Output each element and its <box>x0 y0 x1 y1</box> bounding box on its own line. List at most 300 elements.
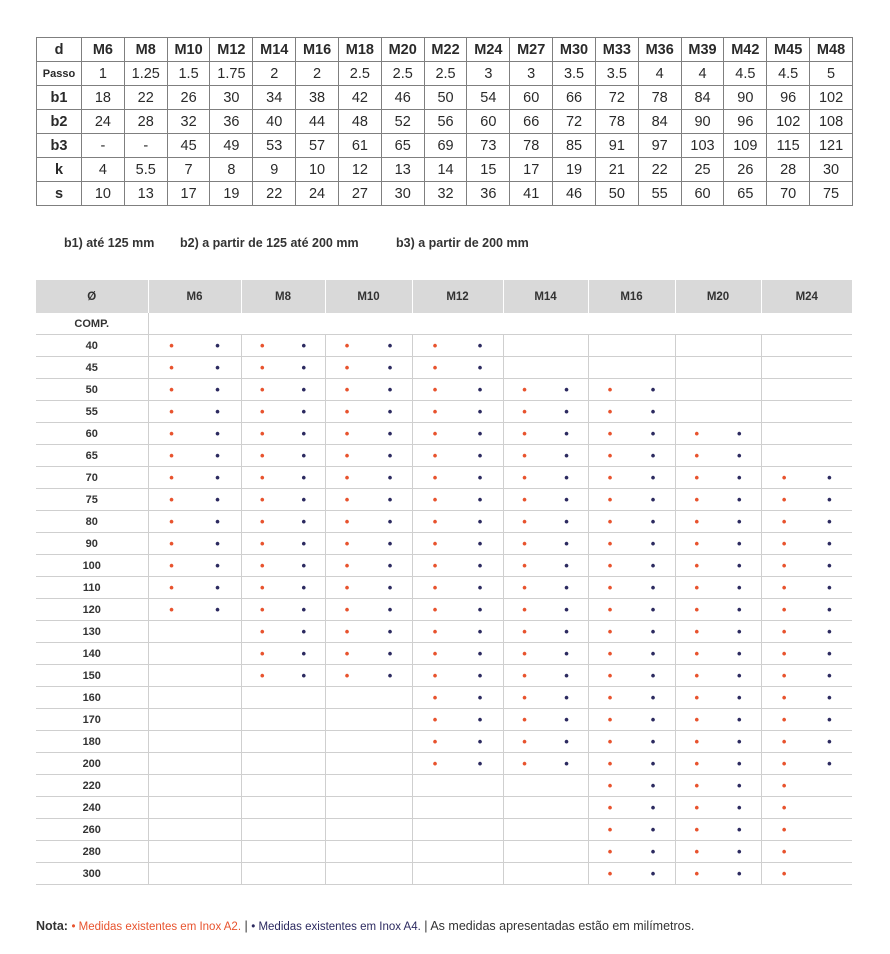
dimensions-cell: 19 <box>553 158 596 182</box>
inox-a2-dot: • <box>694 426 700 441</box>
inox-a4-dot: • <box>650 800 656 815</box>
availability-cell <box>588 379 675 401</box>
length-label: 160 <box>36 687 148 709</box>
availability-cell <box>503 665 588 687</box>
dimensions-row-label: Passo <box>37 62 82 86</box>
inox-a4-dot: • <box>736 844 742 859</box>
inox-a2-dot: • <box>259 624 265 639</box>
availability-cell <box>761 423 852 445</box>
inox-a4-dot: • <box>827 558 832 573</box>
inox-a2-dot: • <box>259 558 265 573</box>
dimensions-cell: 13 <box>381 158 424 182</box>
availability-cell <box>412 687 503 709</box>
dimensions-cell: 50 <box>424 86 467 110</box>
inox-a2-dot: • <box>694 690 700 705</box>
inox-a2-dot: • <box>694 558 700 573</box>
inox-a4-dot: • <box>650 536 656 551</box>
availability-cell <box>761 445 852 467</box>
inox-a4-dot: • <box>477 404 483 419</box>
inox-a4-dot: • <box>387 448 393 463</box>
inox-a2-dot: • <box>259 338 265 353</box>
inox-a2-dot: • <box>694 470 700 485</box>
inox-a4-dot: • <box>564 448 569 463</box>
dimensions-row <box>37 134 853 158</box>
length-label: 50 <box>36 379 148 401</box>
availability-cell <box>675 555 761 577</box>
length-label: 40 <box>36 335 148 357</box>
length-label: 60 <box>36 423 148 445</box>
availability-cell <box>675 621 761 643</box>
inox-a4-dot: • <box>650 866 656 881</box>
availability-cell <box>675 357 761 379</box>
inox-a2-dot: • <box>432 712 438 727</box>
length-label: 90 <box>36 533 148 555</box>
dimensions-column-header: M14 <box>253 38 296 62</box>
length-label: 120 <box>36 599 148 621</box>
dimensions-cell: 22 <box>638 158 681 182</box>
inox-a2-dot: • <box>781 756 787 771</box>
inox-a4-dot: • <box>736 514 742 529</box>
availability-cell <box>325 489 412 511</box>
note-b3: b3) a partir de 200 mm <box>396 236 529 250</box>
inox-a2-dot: • <box>522 448 527 463</box>
dimensions-cell: 10 <box>296 158 339 182</box>
inox-a2-dot: • <box>694 778 700 793</box>
inox-a2-dot: • <box>781 844 787 859</box>
availability-cell <box>675 467 761 489</box>
footer-units-note: As medidas apresentadas estão em milímetros. <box>430 919 695 933</box>
availability-cell <box>148 863 241 885</box>
dimensions-column-header: M42 <box>724 38 767 62</box>
inox-a4-dot: • <box>387 426 393 441</box>
inox-a2-dot: • <box>607 866 613 881</box>
inox-a4-dot: • <box>301 668 307 683</box>
inox-a2-dot: • <box>259 514 265 529</box>
inox-a4-dot: • <box>564 624 569 639</box>
dimensions-row <box>37 62 853 86</box>
availability-cell <box>412 379 503 401</box>
inox-a4-dot: • <box>215 492 220 507</box>
availability-cell <box>241 797 325 819</box>
length-row <box>36 511 852 533</box>
inox-a4-dot: • <box>736 822 742 837</box>
availability-cell <box>761 357 852 379</box>
dimensions-cell: 96 <box>724 110 767 134</box>
dimensions-cell: 78 <box>638 86 681 110</box>
availability-cell <box>503 445 588 467</box>
inox-a4-dot: • <box>564 404 569 419</box>
inox-a4-dot: • <box>301 470 307 485</box>
availability-table-body <box>36 313 852 885</box>
availability-cell <box>503 379 588 401</box>
dimensions-column-header: M6 <box>82 38 125 62</box>
dimensions-cell: 96 <box>767 86 810 110</box>
inox-a2-dot: • <box>344 470 350 485</box>
availability-cell <box>503 533 588 555</box>
dimensions-cell: 60 <box>510 86 553 110</box>
availability-cell <box>241 489 325 511</box>
inox-a4-dot: • <box>827 492 832 507</box>
length-row <box>36 401 852 423</box>
note-b1: b1) até 125 mm <box>64 236 155 250</box>
length-row <box>36 467 852 489</box>
inox-a4-dot: • <box>650 558 656 573</box>
length-label: 55 <box>36 401 148 423</box>
dimensions-cell: 4 <box>638 62 681 86</box>
availability-cell <box>761 533 852 555</box>
inox-a2-dot: • <box>694 822 700 837</box>
availability-cell <box>588 863 675 885</box>
dimensions-cell: 42 <box>338 86 381 110</box>
availability-cell <box>325 621 412 643</box>
availability-cell <box>325 797 412 819</box>
availability-cell <box>412 819 503 841</box>
dimensions-cell: 21 <box>595 158 638 182</box>
availability-cell <box>412 863 503 885</box>
inox-a4-dot: • <box>827 624 832 639</box>
inox-a4-dot: • <box>301 580 307 595</box>
inox-a2-dot: • <box>781 646 787 661</box>
availability-cell <box>241 709 325 731</box>
availability-cell <box>325 731 412 753</box>
inox-a4-dot: • <box>650 844 656 859</box>
dimensions-cell: 73 <box>467 134 510 158</box>
availability-cell <box>241 533 325 555</box>
inox-a4-dot: • <box>215 514 220 529</box>
inox-a2-dot: • <box>432 602 438 617</box>
inox-a4-dot: • <box>736 624 742 639</box>
availability-cell <box>412 709 503 731</box>
inox-a2-dot: • <box>432 536 438 551</box>
inox-a2-dot: • <box>259 536 265 551</box>
inox-a2-dot: • <box>169 382 174 397</box>
inox-a4-dot: • <box>736 492 742 507</box>
availability-cell <box>503 401 588 423</box>
comp-label-spacer <box>148 313 852 335</box>
inox-a4-dot: • <box>477 712 483 727</box>
inox-a2-dot: • <box>607 382 613 397</box>
dimensions-cell: 52 <box>381 110 424 134</box>
note-b2: b2) a partir de 125 até 200 mm <box>180 236 359 250</box>
size-column-header: M16 <box>588 280 675 313</box>
inox-a4-dot: • <box>564 382 569 397</box>
inox-a4-dot: • <box>650 382 656 397</box>
length-label: 180 <box>36 731 148 753</box>
inox-a4-dot: • <box>477 360 483 375</box>
inox-a4-dot: • <box>387 624 393 639</box>
inox-a4-dot: • <box>564 492 569 507</box>
inox-a2-dot: • <box>694 734 700 749</box>
availability-cell <box>588 577 675 599</box>
inox-a4-dot: • <box>477 448 483 463</box>
dimensions-cell: 75 <box>810 182 853 206</box>
availability-cell <box>148 445 241 467</box>
inox-a4-dot: • <box>736 712 742 727</box>
dimensions-cell: 70 <box>767 182 810 206</box>
availability-cell <box>588 797 675 819</box>
dimensions-row-label: k <box>37 158 82 182</box>
availability-cell <box>675 863 761 885</box>
length-label: 75 <box>36 489 148 511</box>
inox-a4-dot: • <box>477 558 483 573</box>
inox-a4-dot: • <box>301 426 307 441</box>
inox-a2-dot: • <box>344 624 350 639</box>
dimensions-cell: 84 <box>638 110 681 134</box>
inox-a2-dot: • <box>781 668 787 683</box>
inox-a2-dot: • <box>432 426 438 441</box>
availability-cell <box>412 643 503 665</box>
availability-cell <box>325 665 412 687</box>
dimensions-cell: 15 <box>467 158 510 182</box>
length-row <box>36 797 852 819</box>
inox-a2-dot: • <box>432 734 438 749</box>
inox-a2-dot: • <box>259 580 265 595</box>
dimensions-cell: 9 <box>253 158 296 182</box>
dimensions-cell: 5 <box>810 62 853 86</box>
availability-cell <box>761 401 852 423</box>
availability-cell <box>675 445 761 467</box>
dimensions-cell: 60 <box>467 110 510 134</box>
inox-a2-dot: • <box>522 624 527 639</box>
inox-a2-dot: • <box>694 624 700 639</box>
inox-a2-dot: • <box>694 580 700 595</box>
availability-cell <box>412 533 503 555</box>
dimensions-cell: 17 <box>510 158 553 182</box>
dimensions-cell: 2 <box>253 62 296 86</box>
inox-a4-dot: • <box>650 426 656 441</box>
inox-a2-dot: • <box>607 448 613 463</box>
footer-label: Nota: <box>36 919 68 933</box>
availability-cell <box>412 775 503 797</box>
availability-cell <box>588 709 675 731</box>
inox-a2-dot: • <box>607 734 613 749</box>
availability-cell <box>325 335 412 357</box>
inox-a2-dot: • <box>607 624 613 639</box>
dimensions-column-header: M48 <box>810 38 853 62</box>
inox-a2-dot: • <box>607 602 613 617</box>
availability-cell <box>148 533 241 555</box>
dimensions-cell: 26 <box>724 158 767 182</box>
dimensions-cell: 7 <box>167 158 210 182</box>
inox-a2-dot: • <box>169 338 174 353</box>
inox-a2-dot: • <box>259 602 265 617</box>
availability-cell <box>675 577 761 599</box>
inox-a4-dot: • <box>736 690 742 705</box>
availability-cell <box>675 797 761 819</box>
size-column-header: M10 <box>325 280 412 313</box>
footer-note <box>36 919 694 933</box>
inox-a4-dot: • <box>736 426 742 441</box>
inox-a4-dot: • <box>301 338 307 353</box>
availability-cell <box>675 775 761 797</box>
inox-a2-dot: • <box>694 668 700 683</box>
inox-a4-dot: • <box>827 668 832 683</box>
availability-cell <box>148 731 241 753</box>
availability-cell <box>148 423 241 445</box>
inox-a4-dot: • <box>650 602 656 617</box>
inox-a2-dot: • <box>522 536 527 551</box>
inox-a4-dot: • <box>387 382 393 397</box>
availability-cell <box>588 841 675 863</box>
comp-label-row <box>36 313 852 335</box>
inox-a4-dot: • <box>477 492 483 507</box>
dimensions-cell: 28 <box>767 158 810 182</box>
dimensions-cell: 30 <box>810 158 853 182</box>
availability-cell <box>325 841 412 863</box>
availability-cell <box>325 643 412 665</box>
inox-a2-dot: • <box>607 800 613 815</box>
inox-a4-dot: • <box>650 690 656 705</box>
inox-a2-dot: • <box>607 712 613 727</box>
inox-a4-dot: • <box>827 580 832 595</box>
diameter-header: Ø <box>36 280 148 313</box>
inox-a2-dot: • <box>522 668 527 683</box>
inox-a2-dot: • <box>781 558 787 573</box>
dimensions-cell: 18 <box>82 86 125 110</box>
dimensions-cell: - <box>124 134 167 158</box>
length-row <box>36 577 852 599</box>
inox-a2-dot: • <box>169 360 174 375</box>
length-row <box>36 709 852 731</box>
availability-cell <box>588 511 675 533</box>
inox-a4-dot: • <box>215 404 220 419</box>
inox-a2-dot: • <box>169 404 174 419</box>
inox-a4-dot: • <box>827 602 832 617</box>
availability-cell <box>241 665 325 687</box>
inox-a2-dot: • <box>344 382 350 397</box>
availability-cell <box>241 753 325 775</box>
dimensions-cell: 1.25 <box>124 62 167 86</box>
dimensions-column-header: M45 <box>767 38 810 62</box>
inox-a4-dot: • <box>387 602 393 617</box>
availability-cell <box>761 797 852 819</box>
dimensions-cell: 8 <box>210 158 253 182</box>
inox-a4-dot: • <box>827 646 832 661</box>
dimensions-row <box>37 110 853 134</box>
availability-cell <box>503 819 588 841</box>
availability-cell <box>588 401 675 423</box>
availability-cell <box>325 423 412 445</box>
inox-a4-dot: • <box>387 404 393 419</box>
dimensions-row-label: s <box>37 182 82 206</box>
availability-cell <box>148 841 241 863</box>
length-label: 130 <box>36 621 148 643</box>
dimensions-column-header: M22 <box>424 38 467 62</box>
inox-a4-dot: • <box>736 800 742 815</box>
availability-cell <box>675 709 761 731</box>
inox-a2-dot: • <box>694 536 700 551</box>
inox-a4-dot: • <box>564 514 569 529</box>
inox-a4-dot: • <box>650 580 656 595</box>
inox-a2-dot: • <box>432 690 438 705</box>
inox-a2-dot: • <box>694 756 700 771</box>
availability-cell <box>325 401 412 423</box>
availability-cell <box>148 797 241 819</box>
availability-cell <box>148 621 241 643</box>
inox-a4-dot: • <box>301 492 307 507</box>
dimensions-cell: 84 <box>681 86 724 110</box>
dimensions-cell: 55 <box>638 182 681 206</box>
availability-cell <box>148 643 241 665</box>
availability-cell <box>241 401 325 423</box>
inox-a2-dot: • <box>694 448 700 463</box>
inox-a4-dot: • <box>650 448 656 463</box>
inox-a2-dot: • <box>169 602 174 617</box>
dimensions-cell: 32 <box>424 182 467 206</box>
dimensions-cell: 72 <box>553 110 596 134</box>
inox-a2-dot: • <box>781 580 787 595</box>
availability-cell <box>412 423 503 445</box>
availability-cell <box>588 819 675 841</box>
inox-a4-dot: • <box>650 624 656 639</box>
availability-cell <box>588 445 675 467</box>
footer-separator: | <box>420 919 431 933</box>
dimensions-column-header: M33 <box>595 38 638 62</box>
inox-a4-dot: • <box>564 734 569 749</box>
dimensions-cell: 3 <box>510 62 553 86</box>
availability-cell <box>148 687 241 709</box>
availability-cell <box>503 753 588 775</box>
availability-cell <box>503 687 588 709</box>
inox-a2-dot: • <box>432 470 438 485</box>
availability-table <box>36 280 852 885</box>
availability-cell <box>675 599 761 621</box>
inox-a4-dot: • <box>477 382 483 397</box>
inox-a2-dot: • <box>694 602 700 617</box>
footer-a4-legend: • Medidas existentes em Inox A4. <box>251 921 421 933</box>
inox-a2-dot: • <box>694 866 700 881</box>
inox-a2-dot: • <box>781 492 787 507</box>
dimensions-column-header: M27 <box>510 38 553 62</box>
dimensions-cell: 30 <box>210 86 253 110</box>
availability-cell <box>761 819 852 841</box>
availability-cell <box>588 643 675 665</box>
inox-a4-dot: • <box>564 712 569 727</box>
inox-a4-dot: • <box>564 580 569 595</box>
b-notes <box>0 236 890 252</box>
inox-a4-dot: • <box>827 734 832 749</box>
inox-a4-dot: • <box>215 360 220 375</box>
inox-a2-dot: • <box>432 382 438 397</box>
availability-cell <box>588 599 675 621</box>
availability-cell <box>241 599 325 621</box>
dimensions-cell: 10 <box>82 182 125 206</box>
inox-a2-dot: • <box>607 646 613 661</box>
inox-a2-dot: • <box>344 426 350 441</box>
length-row <box>36 731 852 753</box>
dimensions-cell: 24 <box>82 110 125 134</box>
inox-a4-dot: • <box>564 470 569 485</box>
dimensions-cell: 32 <box>167 110 210 134</box>
availability-cell <box>148 335 241 357</box>
inox-a2-dot: • <box>344 514 350 529</box>
dimensions-cell: 3.5 <box>595 62 638 86</box>
availability-cell <box>241 687 325 709</box>
availability-cell <box>588 357 675 379</box>
dimensions-cell: 4 <box>681 62 724 86</box>
dimensions-cell: 60 <box>681 182 724 206</box>
availability-cell <box>503 599 588 621</box>
dimensions-row-label: b1 <box>37 86 82 110</box>
inox-a2-dot: • <box>694 514 700 529</box>
dimensions-cell: 41 <box>510 182 553 206</box>
availability-cell <box>761 709 852 731</box>
availability-cell <box>412 511 503 533</box>
availability-cell <box>325 577 412 599</box>
length-label: 280 <box>36 841 148 863</box>
dimensions-cell: 45 <box>167 134 210 158</box>
inox-a2-dot: • <box>522 382 527 397</box>
